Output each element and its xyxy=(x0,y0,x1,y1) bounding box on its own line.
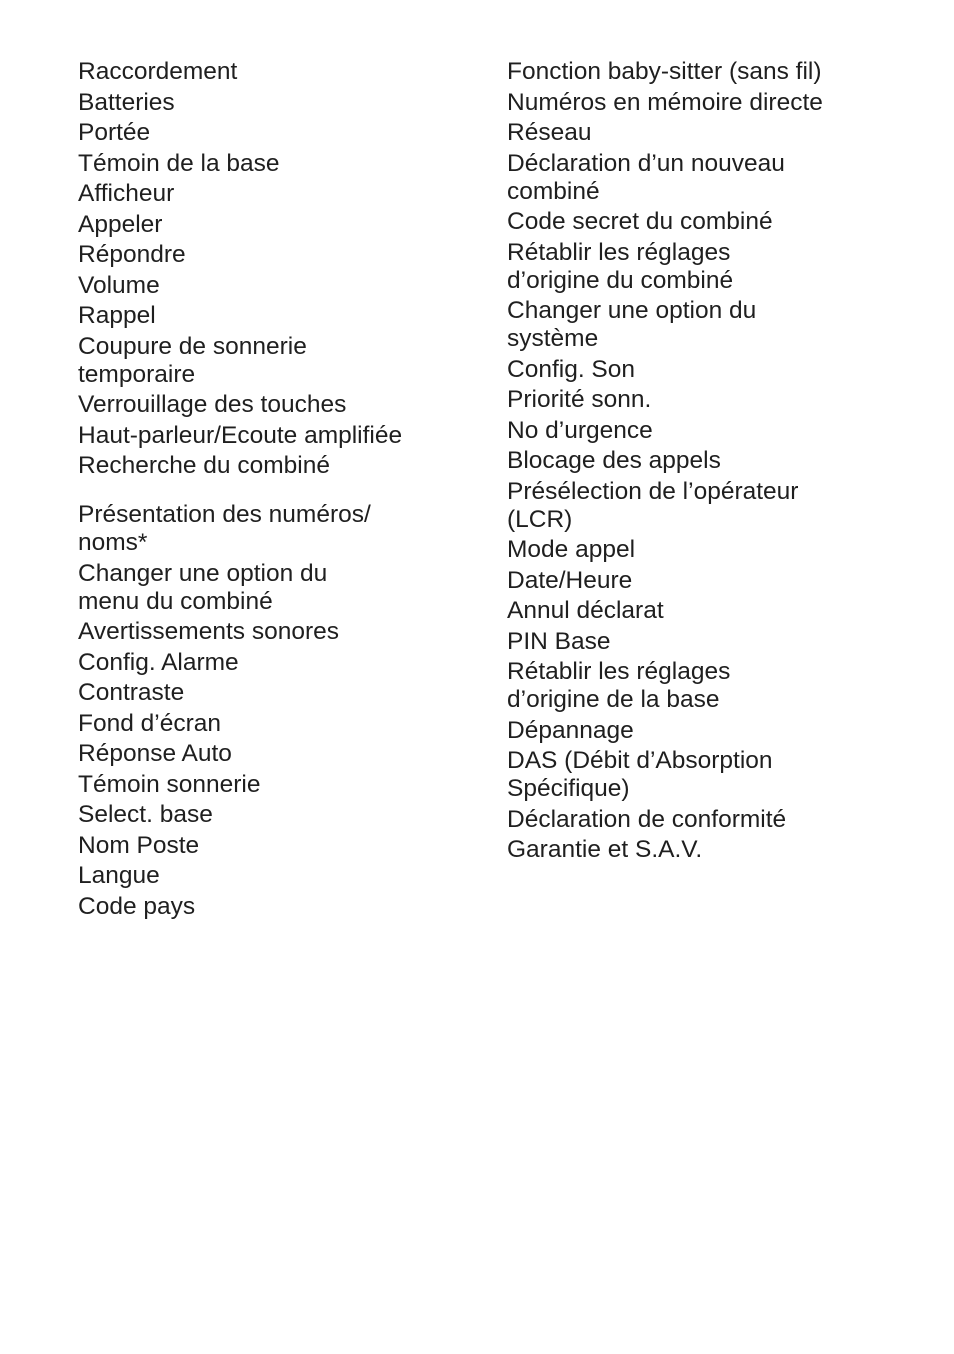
list-item: Numéros en mémoire directe xyxy=(507,88,823,116)
list-item: Témoin sonnerie xyxy=(78,770,261,798)
list-item: Code pays xyxy=(78,892,196,920)
list-item: Appeler xyxy=(78,210,163,238)
list-item: Fond d’écran xyxy=(78,709,222,737)
list-item: Blocage des appels xyxy=(507,447,721,474)
list-item: Volume xyxy=(78,271,160,299)
list-item: Présentation des numéros/ noms* xyxy=(78,501,371,556)
list-item: Date/Heure xyxy=(507,566,633,594)
list-item: Rappel xyxy=(78,302,156,329)
list-item: Témoin de la base xyxy=(78,149,280,177)
list-item: Mode appel xyxy=(507,536,636,563)
list-item: Réseau xyxy=(507,119,592,146)
left-column-list xyxy=(78,58,468,923)
list-item: Langue xyxy=(78,862,160,889)
list-item: Répondre xyxy=(78,241,186,268)
list-item: Fonction baby-sitter (sans fil) xyxy=(507,58,822,85)
list-item: Coupure de sonnerie temporaire xyxy=(78,332,307,388)
list-item: Priorité sonn. xyxy=(507,386,652,413)
list-item: DAS (Débit d’Absorption Spécifique) xyxy=(507,747,773,802)
list-item: Changer une option du système xyxy=(507,297,757,352)
list-item: Batteries xyxy=(78,88,175,116)
list-item: Dépannage xyxy=(507,716,634,744)
list-item: Réponse Auto xyxy=(78,740,232,767)
list-item: Déclaration d’un nouveau combiné xyxy=(507,149,785,205)
list-item: Verrouillage des touches xyxy=(78,391,347,418)
list-item: Garantie et S.A.V. xyxy=(507,836,703,863)
list-item: Code secret du combiné xyxy=(507,208,773,235)
list-item: PIN Base xyxy=(507,627,611,655)
list-item: Rétablir les réglages d’origine du combiné xyxy=(507,238,734,294)
list-item: Nom Poste xyxy=(78,831,200,859)
list-item: Config. Alarme xyxy=(78,648,239,676)
list-item: Config. Son xyxy=(507,355,636,383)
list-item: Raccordement xyxy=(78,58,238,85)
list-item: Select. base xyxy=(78,801,213,828)
list-item: Contraste xyxy=(78,679,185,706)
list-item: Rétablir les réglages d’origine de la base xyxy=(507,658,731,713)
list-item: Afficheur xyxy=(78,180,175,207)
list-item: Déclaration de conformité xyxy=(507,805,787,833)
list-item: No d’urgence xyxy=(507,416,653,444)
list-item: Avertissements sonores xyxy=(78,618,339,645)
list-item: Haut-parleur/Ecoute amplifiée xyxy=(78,421,403,449)
list-item: Changer une option du menu du combiné xyxy=(78,559,328,615)
list-item: Portée xyxy=(78,119,151,146)
right-column-list xyxy=(507,58,907,867)
list-item: Annul déclarat xyxy=(507,597,664,624)
list-item: Présélection de l’opérateur (LCR) xyxy=(507,477,799,533)
list-item: Recherche du combiné xyxy=(78,452,330,479)
